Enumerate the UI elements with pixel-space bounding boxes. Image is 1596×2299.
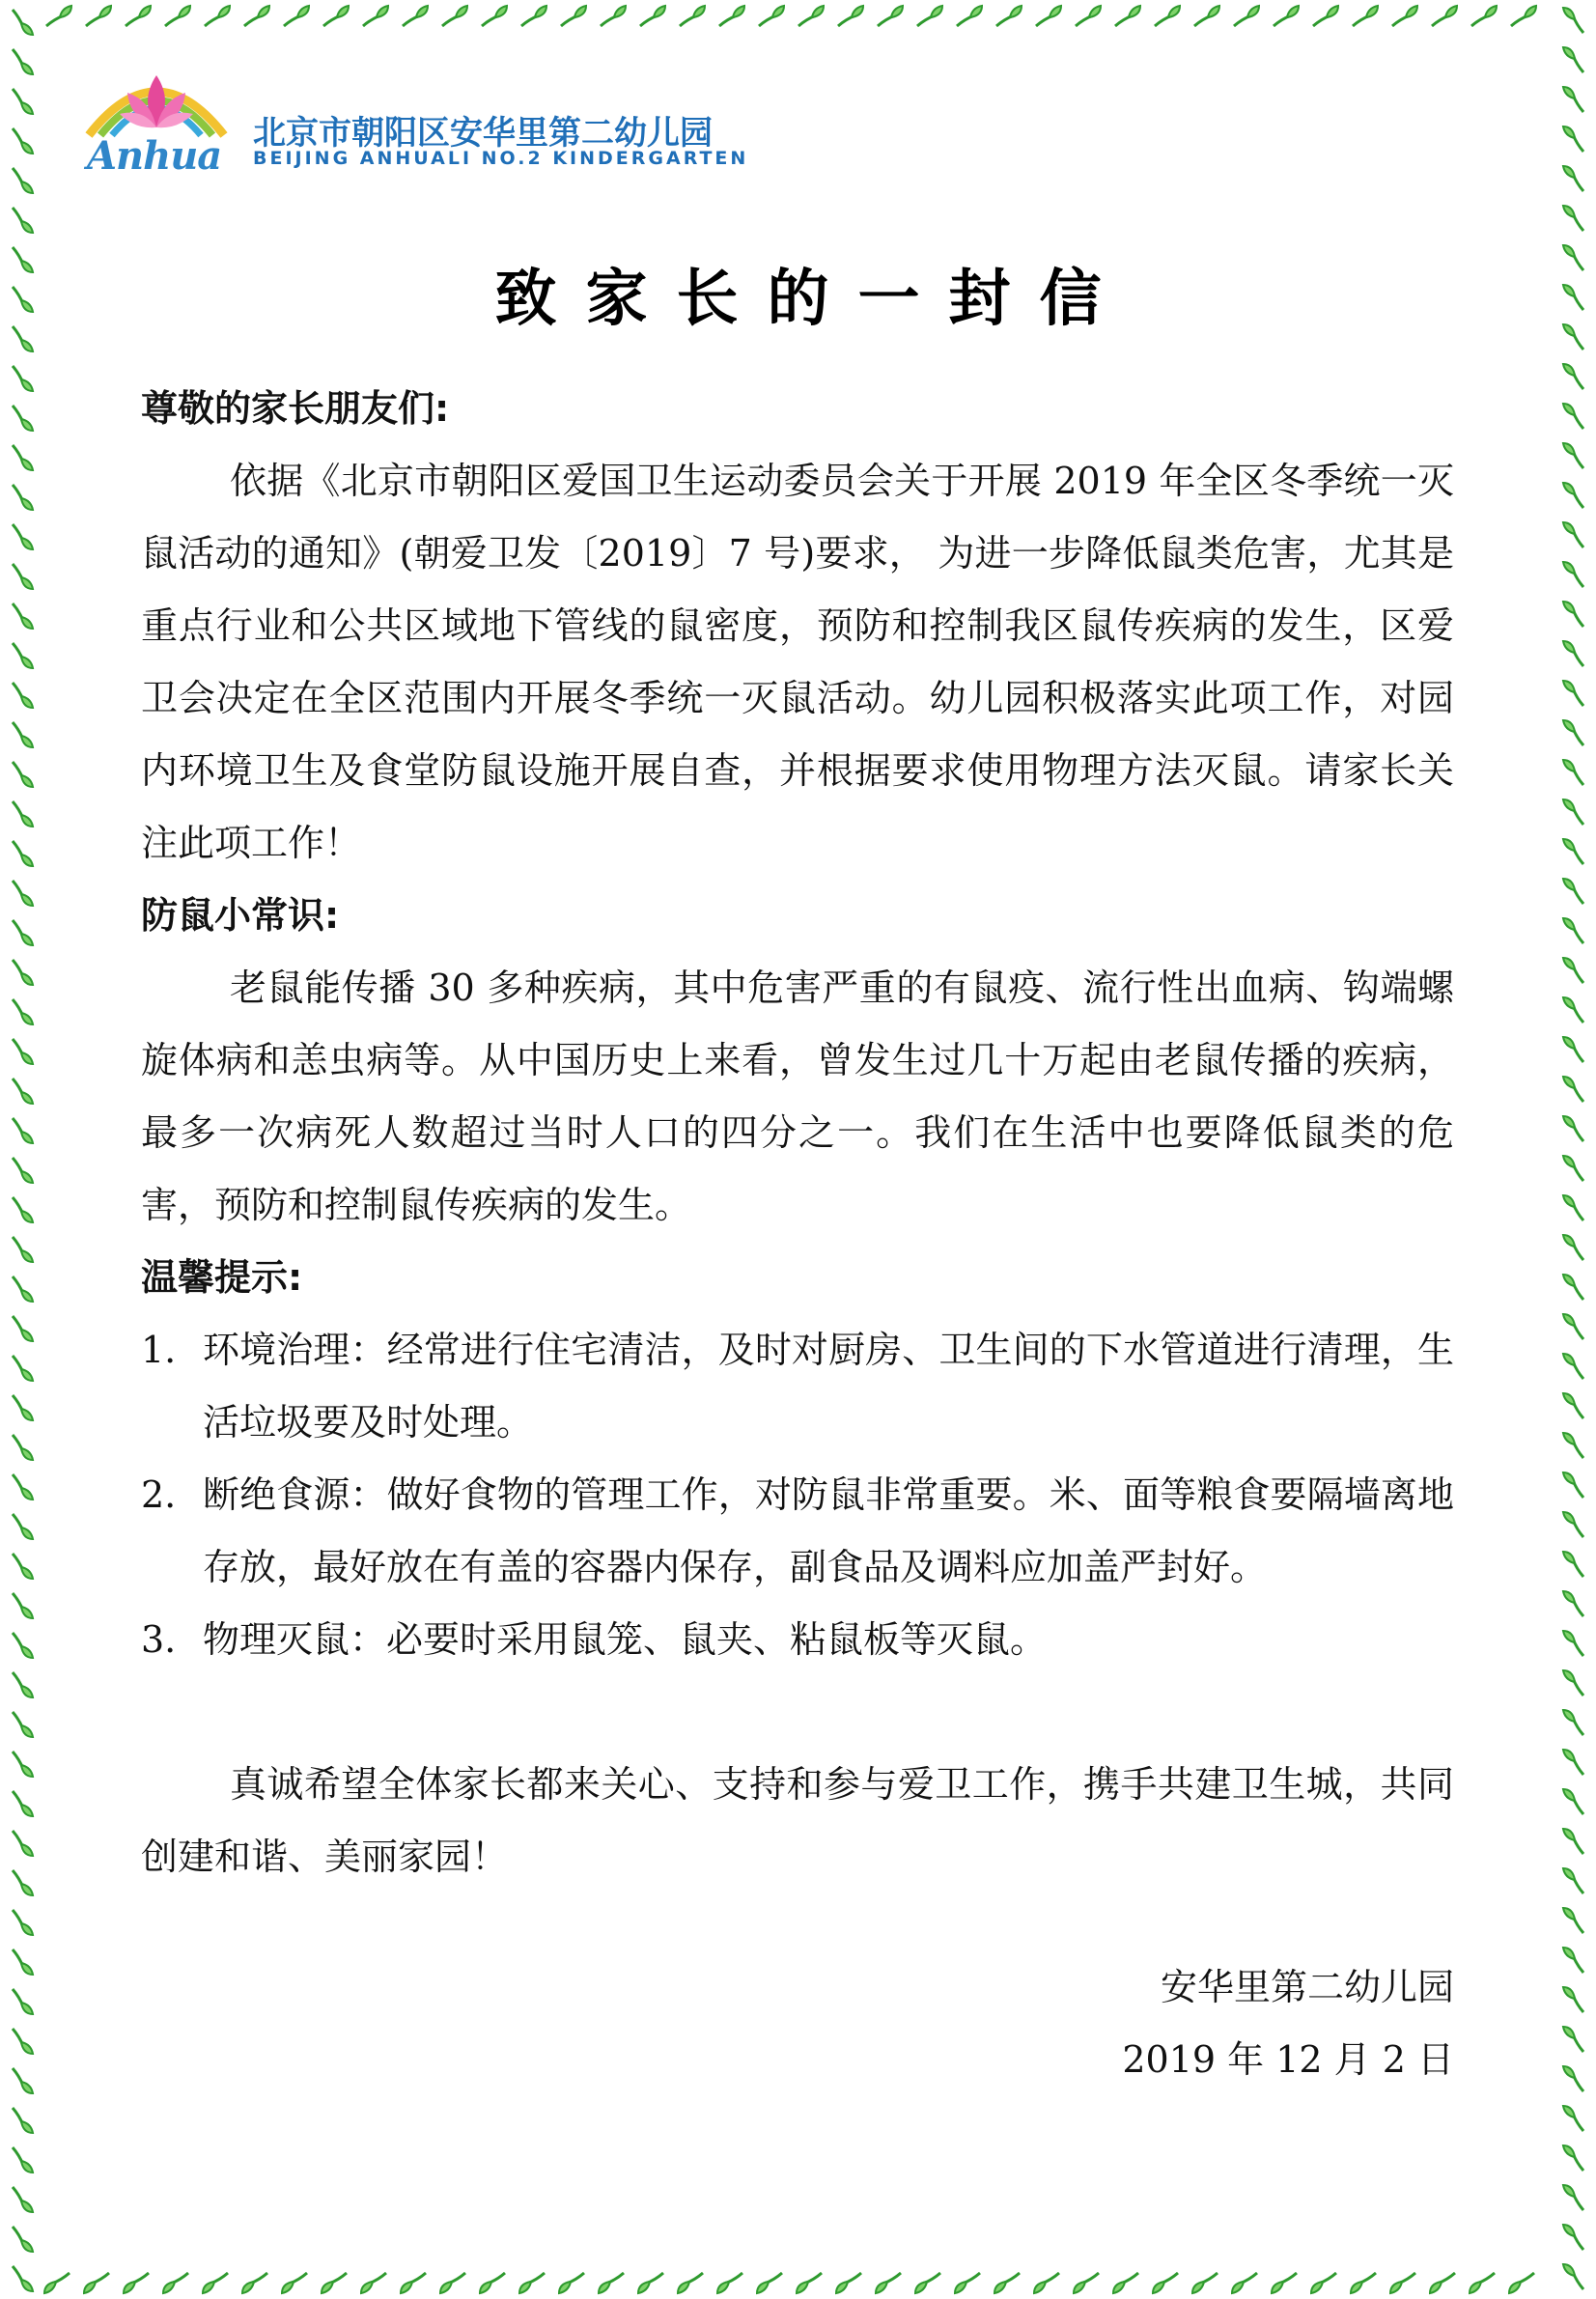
leaf-icon bbox=[1036, 6, 1061, 26]
leaf-icon bbox=[482, 6, 507, 26]
leaf-icon bbox=[13, 524, 33, 549]
leaf-icon bbox=[876, 2273, 901, 2293]
signature-spacer bbox=[141, 1893, 1454, 1951]
leaf-icon bbox=[680, 6, 705, 26]
leaf-icon bbox=[1563, 1195, 1583, 1220]
leaf-icon bbox=[521, 6, 546, 26]
leaf-icon bbox=[13, 208, 33, 233]
leaf-icon bbox=[13, 1276, 33, 1302]
leaf-icon bbox=[163, 2273, 188, 2293]
leaf-icon bbox=[757, 2273, 782, 2293]
leaf-icon bbox=[13, 2147, 33, 2173]
leaf-icon bbox=[1115, 6, 1140, 26]
leaf-icon bbox=[1563, 2225, 1583, 2250]
leaf-icon bbox=[13, 1910, 33, 1935]
leaf-icon bbox=[84, 2273, 109, 2293]
list-item bbox=[141, 1314, 1454, 1459]
leaf-icon bbox=[1563, 8, 1583, 33]
leaf-icon bbox=[559, 2273, 584, 2293]
leaf-icon bbox=[1563, 1037, 1583, 1062]
leaf-icon bbox=[996, 6, 1022, 26]
leaf-icon bbox=[1563, 997, 1583, 1023]
leaf-icon bbox=[1234, 6, 1259, 26]
leaf-icon bbox=[13, 1672, 33, 1697]
leaf-icon bbox=[1563, 1552, 1583, 1577]
leaf-icon bbox=[1194, 6, 1219, 26]
leaf-icon bbox=[1272, 2273, 1297, 2293]
leaf-icon bbox=[205, 6, 230, 26]
leaf-icon bbox=[13, 89, 33, 114]
leaf-icon bbox=[1563, 2106, 1583, 2131]
leaf-icon bbox=[13, 1356, 33, 1381]
leaf-icon bbox=[13, 10, 33, 35]
leaf-icon bbox=[13, 1118, 33, 1143]
leaf-icon bbox=[13, 1474, 33, 1500]
leaf-icon bbox=[1113, 2273, 1138, 2293]
leaf-icon bbox=[638, 2273, 663, 2293]
list-item-text: 物理灭鼠：必要时采用鼠笼、鼠夹、粘鼠板等灭鼠。 bbox=[203, 1618, 1048, 1661]
leaf-icon bbox=[1563, 918, 1583, 943]
leaf-icon bbox=[13, 1633, 33, 1658]
letter-title: 致家长的一封信 bbox=[494, 264, 1131, 335]
leaf-icon bbox=[13, 683, 33, 708]
leaf-icon bbox=[1192, 2273, 1218, 2293]
leaf-icon bbox=[13, 1712, 33, 1737]
leaf-icon bbox=[13, 1791, 33, 1816]
leaf-icon bbox=[284, 6, 309, 26]
leaf-icon bbox=[838, 6, 863, 26]
knowledge-heading: 防鼠小常识: bbox=[141, 894, 340, 937]
leaf-icon bbox=[955, 2273, 980, 2293]
intro-paragraph: 依据《北京市朝阳区爱国卫生运动委员会关于开展 2019 年全区冬季统一灭鼠活动的通知》(朝爱卫发〔2019〕7 号)要求， 为进一步降低鼠类危害，尤其是重点行业和公共区域地下管线的鼠密度，预防和控制我区鼠传疾病的发生，区爱卫会决定在全区范围内开展冬季统一灭鼠活动。幼儿园积极落实此项工作，对园内环境卫生及食堂防鼠设施开展自查，并根据要求使用物理方法灭鼠。请家长关注此项工作！ bbox=[141, 460, 1454, 864]
leaf-icon bbox=[1563, 1987, 1583, 2012]
leaf-icon bbox=[1274, 6, 1299, 26]
leaf-icon bbox=[1563, 1116, 1583, 1141]
leaf-icon bbox=[13, 1079, 33, 1104]
leaf-icon bbox=[1563, 1591, 1583, 1616]
leaf-icon bbox=[1563, 1948, 1583, 1973]
leaf-icon bbox=[13, 1514, 33, 1539]
leaf-icon bbox=[1563, 1670, 1583, 1696]
lotus-logo-icon bbox=[79, 58, 234, 145]
leaf-icon bbox=[323, 6, 349, 26]
leaf-icon bbox=[13, 801, 33, 827]
letter-body bbox=[141, 373, 1454, 2096]
leaf-icon bbox=[1430, 2273, 1455, 2293]
leaf-icon bbox=[1563, 799, 1583, 825]
leaf-icon bbox=[13, 762, 33, 787]
leaf-icon bbox=[601, 6, 626, 26]
leaf-icon bbox=[242, 2273, 267, 2293]
leaf-icon bbox=[244, 6, 269, 26]
leaf-icon bbox=[1563, 720, 1583, 745]
leaf-icon bbox=[719, 6, 744, 26]
leaf-icon bbox=[678, 2273, 703, 2293]
leaf-icon bbox=[480, 2273, 505, 2293]
closing-paragraph: 真诚希望全体家长都来关心、支持和参与爱卫工作，携手共建卫生城，共同创建和谐、美丽家园！ bbox=[141, 1763, 1454, 1878]
leaf-icon bbox=[1563, 2145, 1583, 2171]
list-item-number: 1. bbox=[141, 1329, 177, 1371]
leaf-icon bbox=[13, 2029, 33, 2054]
leaf-icon bbox=[1563, 126, 1583, 152]
leaf-icon bbox=[1563, 87, 1583, 112]
leaf-icon bbox=[13, 49, 33, 74]
leaf-icon bbox=[1563, 760, 1583, 785]
section-spacer bbox=[141, 1676, 1454, 1749]
leaf-icon bbox=[1155, 6, 1180, 26]
leaf-icon bbox=[13, 999, 33, 1024]
leaf-icon bbox=[1563, 1631, 1583, 1656]
leaf-icon bbox=[13, 1395, 33, 1420]
leaf-icon bbox=[717, 2273, 742, 2293]
leaf-icon bbox=[1563, 2066, 1583, 2091]
leaf-icon bbox=[1563, 1314, 1583, 1339]
leaf-icon bbox=[13, 1039, 33, 1064]
leaf-icon bbox=[1563, 1710, 1583, 1735]
leaf-icon bbox=[561, 6, 586, 26]
leaf-icon bbox=[1563, 1354, 1583, 1379]
leaf-icon bbox=[1563, 1750, 1583, 1775]
leaf-icon bbox=[1563, 2264, 1583, 2289]
leaf-icon bbox=[126, 6, 151, 26]
leaf-icon bbox=[13, 841, 33, 866]
leaf-icon bbox=[1563, 483, 1583, 508]
leaf-icon bbox=[124, 2273, 149, 2293]
leaf-icon bbox=[13, 2266, 33, 2291]
list-item bbox=[141, 1459, 1454, 1604]
leaf-icon bbox=[363, 6, 388, 26]
leaf-icon bbox=[1563, 443, 1583, 468]
leaf-icon bbox=[1563, 522, 1583, 547]
leaf-icon bbox=[1509, 2273, 1534, 2293]
leaf-icon bbox=[13, 1870, 33, 1895]
leaf-icon bbox=[13, 366, 33, 391]
leaf-icon bbox=[13, 168, 33, 193]
leaf-icon bbox=[1563, 1393, 1583, 1418]
leaf-icon bbox=[1563, 1156, 1583, 1181]
leaf-icon bbox=[13, 128, 33, 154]
leaf-icon bbox=[13, 1949, 33, 1975]
leaf-icon bbox=[1390, 2273, 1415, 2293]
leaf-icon bbox=[403, 6, 428, 26]
leaf-icon bbox=[798, 6, 824, 26]
logo-wordmark: Anhua bbox=[87, 133, 222, 179]
leaf-icon bbox=[440, 2273, 465, 2293]
leaf-icon bbox=[13, 1989, 33, 2014]
leaf-icon bbox=[640, 6, 665, 26]
leaf-icon bbox=[1432, 6, 1457, 26]
knowledge-paragraph: 老鼠能传播 30 多种疾病，其中危害严重的有鼠疫、流行性出血病、钩端螺旋体病和恙虫病等。从中国历史上来看，曾发生过几十万起由老鼠传播的疾病，最多一次病死人数超过当时人口的四分之一。我们在生活中也要降低鼠类的危害，预防和控制鼠传疾病的发生。 bbox=[141, 967, 1454, 1226]
list-item-text: 断绝食源：做好食物的管理工作，对防鼠非常重要。米、面等粮食要隔墙离地存放，最好放在有盖的容器内保存，副食品及调料应加盖严封好。 bbox=[203, 1473, 1454, 1588]
leaf-icon bbox=[13, 1831, 33, 1856]
leaf-icon bbox=[361, 2273, 386, 2293]
leaf-icon bbox=[1563, 1275, 1583, 1300]
leaf-icon bbox=[1392, 6, 1417, 26]
signature-org: 安华里第二幼儿园 bbox=[1160, 1966, 1454, 2008]
leaf-icon bbox=[1563, 364, 1583, 389]
list-item-number: 3. bbox=[141, 1618, 177, 1661]
leaf-icon bbox=[13, 1316, 33, 1341]
leaf-icon bbox=[1563, 206, 1583, 231]
leaf-icon bbox=[13, 1752, 33, 1777]
leaf-icon bbox=[165, 6, 190, 26]
leaf-icon bbox=[878, 6, 903, 26]
leaf-icon bbox=[46, 6, 71, 26]
leaf-icon bbox=[13, 881, 33, 906]
leaf-icon bbox=[1471, 6, 1497, 26]
leaf-icon bbox=[1470, 2273, 1495, 2293]
leaf-icon bbox=[915, 2273, 940, 2293]
leaf-icon bbox=[1563, 879, 1583, 904]
leaf-icon bbox=[1563, 1908, 1583, 1933]
leaf-icon bbox=[836, 2273, 861, 2293]
leaf-icon bbox=[13, 406, 33, 431]
leaf-icon bbox=[1563, 602, 1583, 627]
leaf-icon bbox=[13, 1197, 33, 1222]
leaf-icon bbox=[1563, 1512, 1583, 1537]
leaf-icon bbox=[797, 2273, 822, 2293]
leaf-icon bbox=[1351, 2273, 1376, 2293]
leaf-icon bbox=[13, 2108, 33, 2133]
tips-heading: 温馨提示: bbox=[141, 1256, 303, 1299]
list-item-number: 2. bbox=[141, 1473, 177, 1516]
leaf-icon bbox=[994, 2273, 1020, 2293]
leaf-icon bbox=[13, 960, 33, 985]
leaf-icon bbox=[13, 920, 33, 945]
leaf-icon bbox=[1563, 1235, 1583, 1260]
leaf-icon bbox=[1563, 958, 1583, 983]
school-name-chinese: 北京市朝阳区安华里第二幼儿园 bbox=[253, 114, 713, 153]
leaf-icon bbox=[1563, 47, 1583, 72]
leaf-icon bbox=[13, 2068, 33, 2093]
leaf-icon bbox=[13, 564, 33, 589]
leaf-icon bbox=[1311, 2273, 1336, 2293]
leaf-icon bbox=[401, 2273, 426, 2293]
leaf-icon bbox=[1563, 404, 1583, 429]
salutation: 尊敬的家长朋友们: bbox=[141, 387, 450, 430]
leaf-icon bbox=[13, 445, 33, 470]
leaf-icon bbox=[1353, 6, 1378, 26]
leaf-icon bbox=[13, 1435, 33, 1460]
leaf-icon bbox=[1563, 1077, 1583, 1102]
leaf-icon bbox=[1563, 166, 1583, 191]
leaf-icon bbox=[13, 2187, 33, 2212]
list-item-text: 环境治理：经常进行住宅清洁，及时对厨房、卫生间的下水管道进行清理，生活垃圾要及时处理。 bbox=[203, 1329, 1454, 1444]
leaf-icon bbox=[1563, 562, 1583, 587]
list-item bbox=[141, 1604, 1454, 1676]
leaf-icon bbox=[957, 6, 982, 26]
leaf-icon bbox=[1563, 1433, 1583, 1458]
leaf-icon bbox=[44, 2273, 70, 2293]
signature-date: 2019 年 12 月 2 日 bbox=[1122, 2038, 1454, 2081]
leaf-icon bbox=[1511, 6, 1536, 26]
leaf-icon bbox=[322, 2273, 347, 2293]
leaf-icon bbox=[13, 643, 33, 668]
leaf-icon bbox=[1076, 6, 1101, 26]
leaf-icon bbox=[13, 1554, 33, 1579]
leaf-icon bbox=[13, 722, 33, 747]
leaf-icon bbox=[282, 2273, 307, 2293]
leaf-icon bbox=[1153, 2273, 1178, 2293]
leaf-icon bbox=[13, 2227, 33, 2252]
leaf-icon bbox=[1232, 2273, 1257, 2293]
leaf-icon bbox=[1563, 2185, 1583, 2210]
leaf-icon bbox=[1563, 1472, 1583, 1498]
leaf-icon bbox=[13, 1593, 33, 1618]
leaf-icon bbox=[1563, 839, 1583, 864]
leaf-icon bbox=[1313, 6, 1338, 26]
leaf-icon bbox=[1563, 2027, 1583, 2052]
leaf-icon bbox=[13, 603, 33, 629]
leaf-icon bbox=[1563, 641, 1583, 666]
leaf-icon bbox=[203, 2273, 228, 2293]
leaf-icon bbox=[13, 1158, 33, 1183]
leaf-icon bbox=[1074, 2273, 1099, 2293]
school-name-english: BEIJING ANHUALI NO.2 KINDERGARTEN bbox=[253, 148, 749, 169]
leaf-icon bbox=[1563, 1868, 1583, 1893]
leaf-icon bbox=[519, 2273, 545, 2293]
leaf-icon bbox=[759, 6, 784, 26]
leaf-icon bbox=[442, 6, 467, 26]
leaf-icon bbox=[1563, 1829, 1583, 1854]
leaf-icon bbox=[86, 6, 111, 26]
leaf-icon bbox=[1563, 1789, 1583, 1814]
leaf-icon bbox=[599, 2273, 624, 2293]
leaf-icon bbox=[13, 1237, 33, 1262]
leaf-icon bbox=[1563, 681, 1583, 706]
leaf-icon bbox=[1034, 2273, 1059, 2293]
leaf-icon bbox=[917, 6, 942, 26]
kindergarten-logo bbox=[79, 58, 234, 179]
leaf-icon bbox=[13, 485, 33, 510]
